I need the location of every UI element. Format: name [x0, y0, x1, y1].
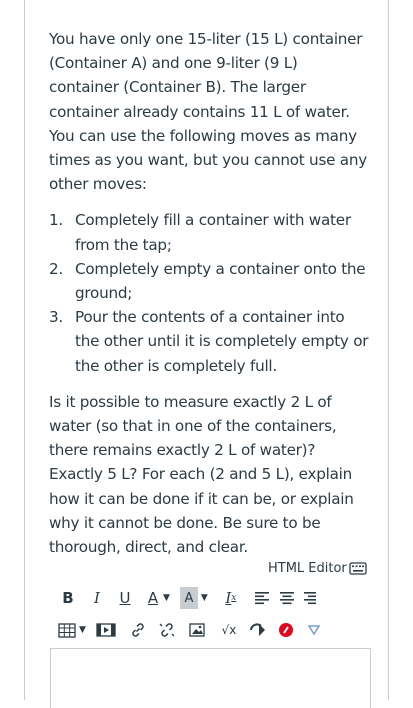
html-editor-link[interactable] [268, 561, 367, 576]
keyboard-icon[interactable] [349, 562, 367, 575]
chevron-down-icon[interactable]: ▼ [79, 625, 86, 635]
rich-text-editor-body[interactable] [50, 648, 371, 708]
list-item: 1. Completely fill a container with water from the tap; [49, 211, 351, 254]
chevron-down-icon[interactable]: ▼ [200, 593, 208, 603]
editor-toolbar-formatting [58, 586, 378, 610]
clear-format-button[interactable]: I x [225, 589, 237, 607]
highlight-button[interactable]: A [180, 587, 198, 609]
apps-icon[interactable] [278, 622, 294, 638]
question-text [49, 27, 369, 559]
table-icon[interactable] [58, 623, 76, 638]
image-icon[interactable] [189, 623, 205, 637]
bold-button[interactable]: B [62, 589, 74, 607]
italic-button[interactable]: I [94, 589, 100, 607]
question-prompt: Is it possible to measure exactly 2 L of water (so that in one of the containers, there remains exactly 2 L of water)? Exactly 5 L? For each (2 and 5 L), explain how it can be done if it can be, or explain why it cannot be done. Be sure to be thorough, direct, and clear. [49, 392, 354, 557]
underline-button[interactable]: U [119, 589, 131, 607]
list-item: 3. Pour the contents of a container into the other until it is completely empty or the other is completely full. [49, 308, 369, 375]
html-editor-label[interactable]: HTML Editor [268, 561, 347, 576]
media-icon[interactable] [96, 623, 116, 637]
chevron-down-icon[interactable]: ▼ [163, 593, 170, 603]
expand-icon[interactable] [308, 625, 320, 635]
list-item: 2. Completely empty a container onto the ground; [49, 259, 366, 303]
question-intro: You have only one 15-liter (15 L) container (Container A) and one 9-liter (9 L) container (Container B). The larger container already contains 11 L of water. You can use the following moves as many times as you want, but you cannot use any other moves: [49, 30, 367, 194]
align-center-icon[interactable] [279, 591, 295, 605]
equation-button[interactable]: √x [221, 623, 237, 637]
align-right-icon[interactable] [304, 591, 316, 605]
embed-icon[interactable] [250, 623, 266, 637]
align-left-icon[interactable] [254, 591, 270, 605]
unlink-icon[interactable] [158, 622, 176, 638]
text-color-button[interactable]: A [147, 589, 159, 607]
link-icon[interactable] [130, 622, 146, 638]
moves-list [49, 208, 369, 377]
editor-toolbar-insert [58, 618, 378, 642]
